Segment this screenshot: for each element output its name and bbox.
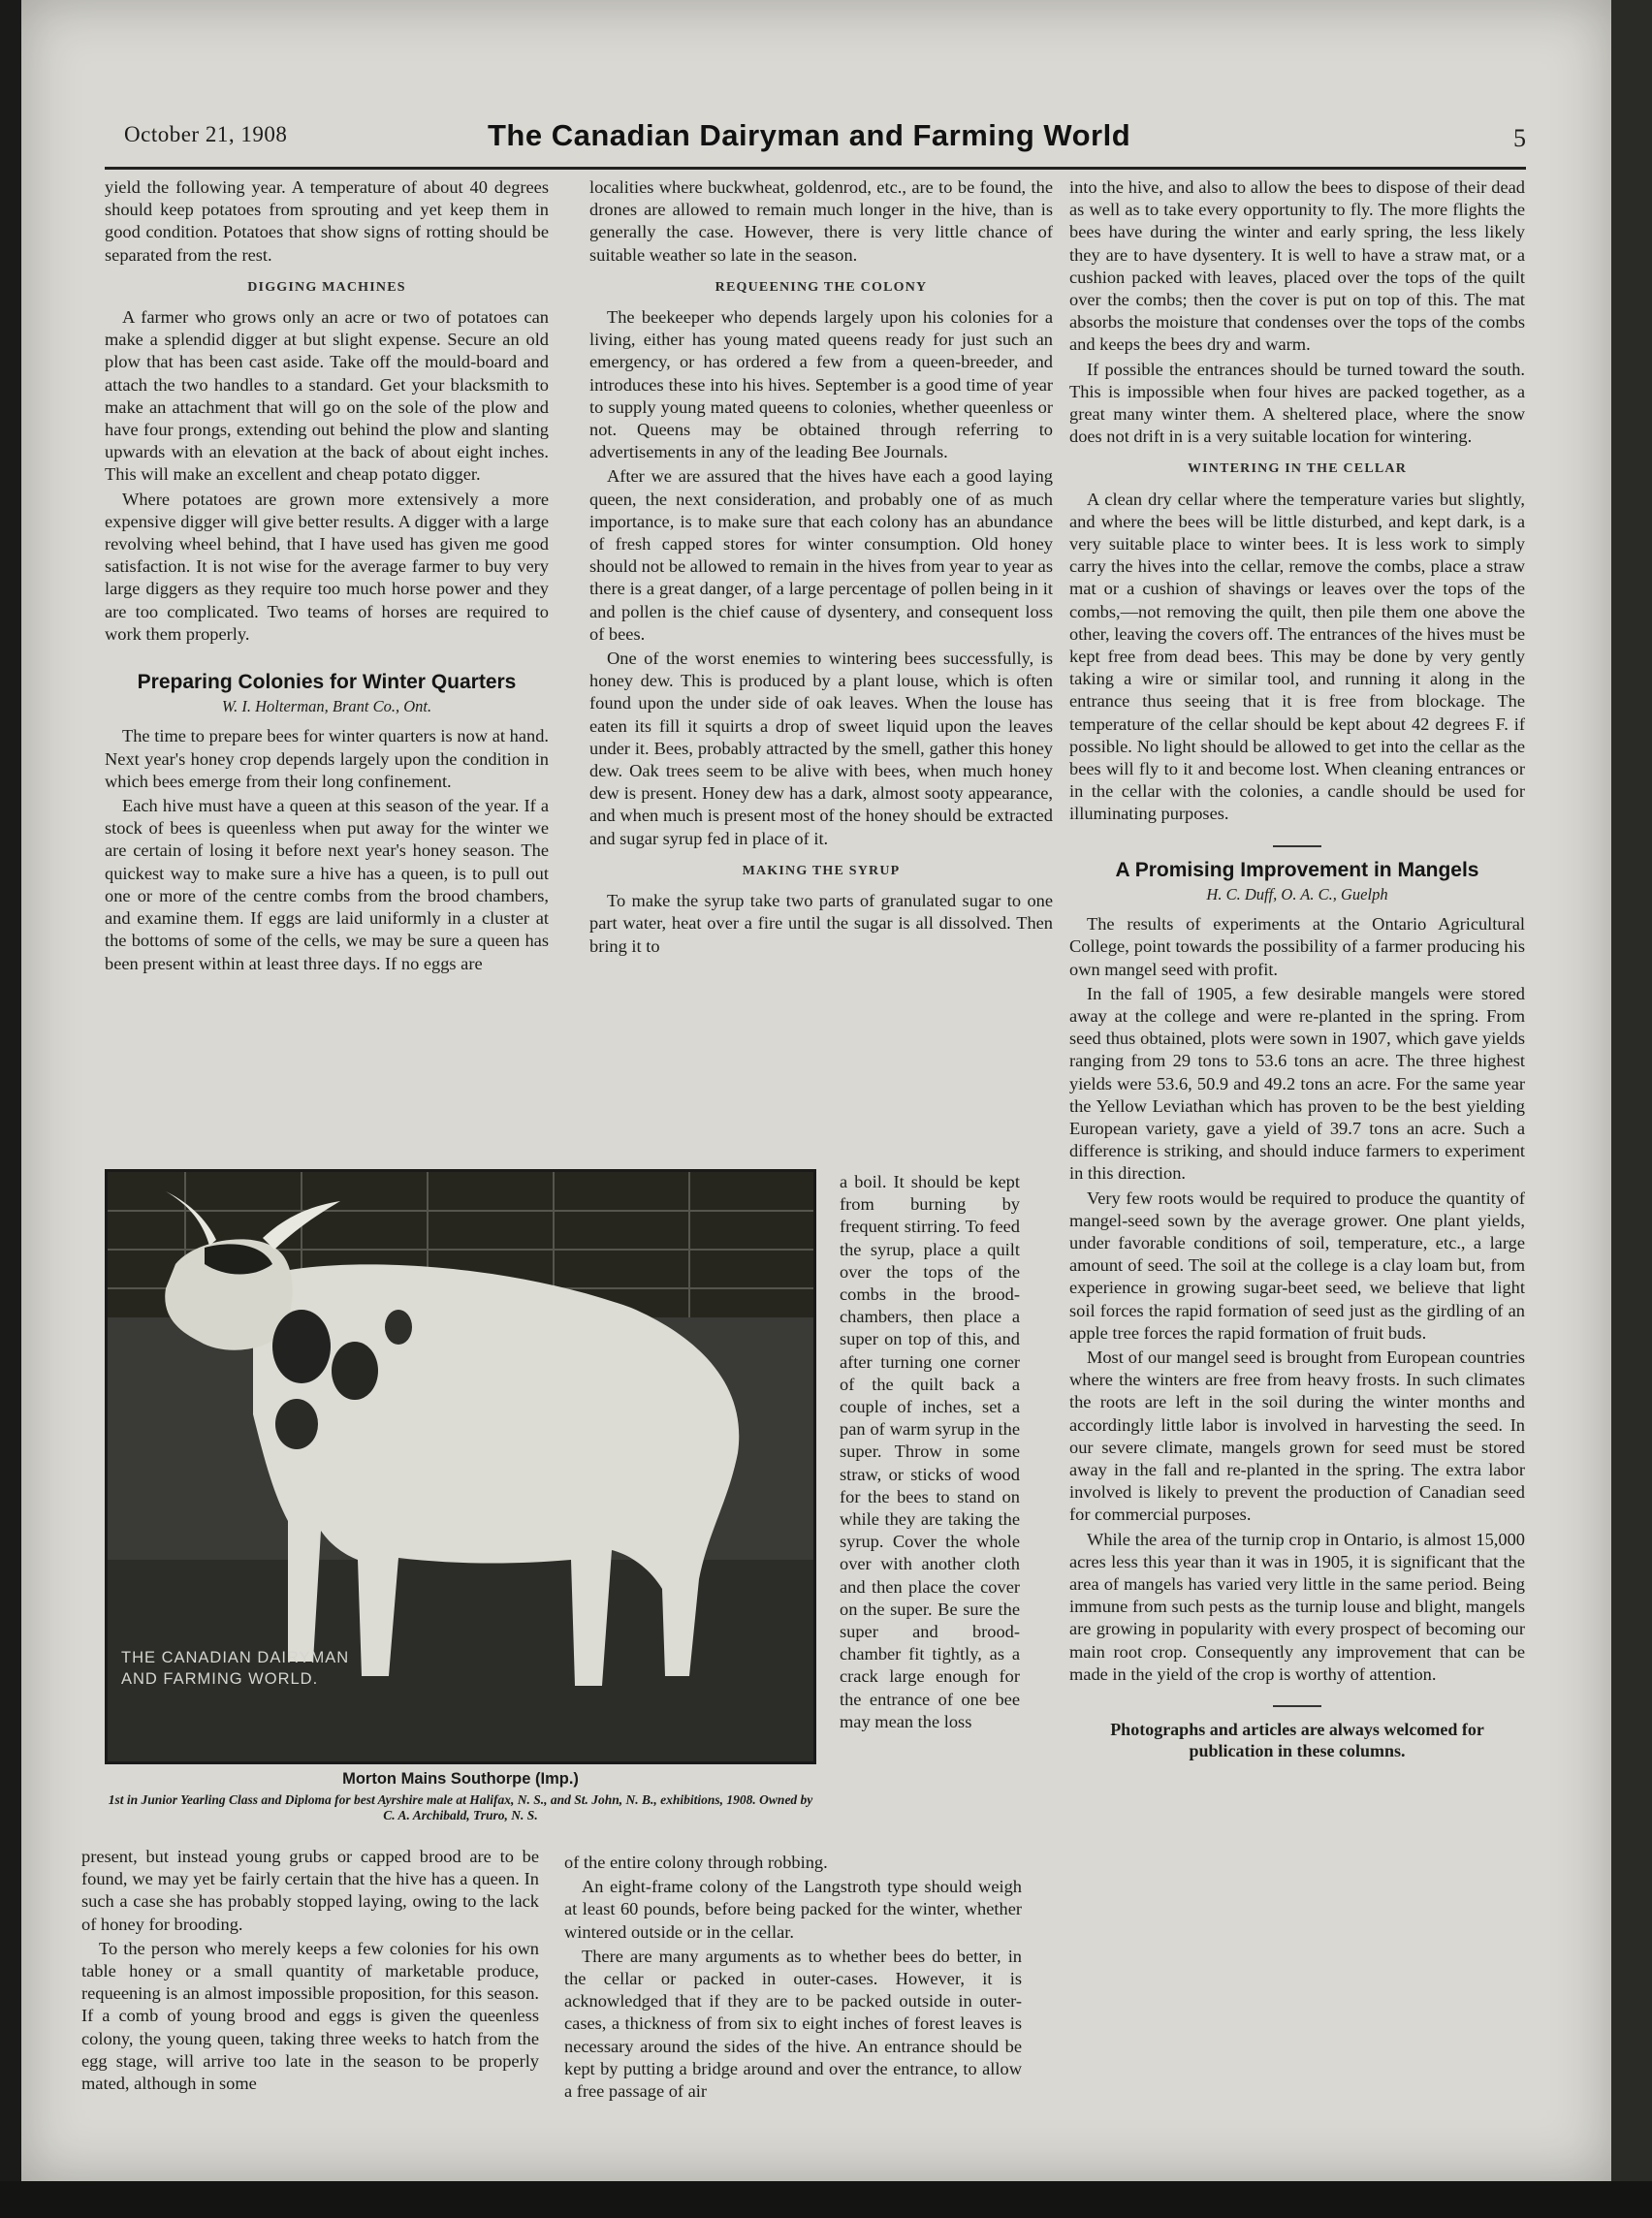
caption-title: Morton Mains Southorpe (Imp.) [342,1770,579,1788]
column-2 [589,176,1053,960]
subheading-requeening: REQUEENING THE COLONY [715,279,928,295]
editorial-note: Photographs and articles are always welcomed for publication in these columns. [1110,1720,1484,1760]
paragraph: Each hive must have a queen at this season of the year. If a stock of bees is queenless when put away for the winter we are certain of losing it before next year's honey season. The quickest way to make sure a hive has a queen, is to pull out one or more of the centre combs from the brood chambers, and examine them. If eggs are laid uniformly in a cluster at the bottoms of some of the cells, we may be sure a queen has been present within at least three days. If no eggs are [105,796,549,973]
article-byline: W. I. Holterman, Brant Co., Ont. [221,697,432,716]
paragraph: To make the syrup take two parts of granulated sugar to one part water, heat over a fire until the sugar is all dissolved. Then bring it to [589,891,1053,956]
column-2-bottom [564,1852,1022,2105]
paragraph: In the fall of 1905, a few desirable mangels were stored away at the college and were re-planted in the spring. From seed thus obtained, plots were sown in 1907, which gave yields ranging from 29 tons to 53.6 tons an acre. The three highest yields were 53.6, 50.9 and 49.2 tons an acre. For the same year the Yellow Leviathan which has proven to be the best yielding European variety, gave a yield of 39.7 tons an acre. Such a difference is striking, and should induce farmers to experiment in this direction. [1069,983,1525,1184]
page-number: 5 [1513,124,1526,152]
book-spine-edge [1611,0,1652,2218]
subheading-making-syrup: MAKING THE SYRUP [742,863,901,878]
paragraph: To the person who merely keeps a few colonies for his own table honey or a small quantity of marketable produce, requeening is an almost impossible proposition, for this season. If a comb of young brood and eggs is given the queenless colony, the young queen, taking three weeks to hatch from the egg stage, will arrive too late in the season to be properly mated, although in some [81,1938,539,2094]
paragraph: a boil. It should be kept from burning by frequent stirring. To feed the syrup, place a quilt over the tops of the combs in the brood-chambers, then place a super on top of this, and after turning one corner of the quilt back a couple of inches, set a pan of warm syrup in the super. Throw in some straw, or sticks of wood for the bees to stand on while they are taking the syrup. Cover the whole over with another cloth and then place the cover on the super. Be sure the super and brood-chamber fit tightly, as a crack large enough for the entrance of one bee may mean the loss [840,1172,1020,1731]
paragraph: of the entire colony through robbing. [564,1853,828,1872]
paragraph: If possible the entrances should be turned toward the south. This is impossible when four hives are packed together, as a great many winter them. A sheltered place, where the snow does not drift in is a very suitable location for wintering. [1069,359,1525,447]
section-divider [1273,1705,1321,1707]
photo-watermark [121,1647,349,1690]
paragraph: Where potatoes are grown more extensively a more expensive digger will give better results. A digger with a large revolving wheel behind, that I have used has given me good satisfaction. It is not wise for the average farmer to buy very large diggers as they require too much horse power and they are too complicated. Two teams of horses are required to work them properly. [105,489,549,644]
column-1 [105,176,549,977]
paragraph: Very few roots would be required to produce the quantity of mangel-seed sown by the average grower. One plant yields, under favorable conditions of soil, temperature, etc., a large amount of seed. The soil at the college is a clay loam but, from experience in growing sugar-beet seed, we believe that light soil forces the rapid formation of seed just as the girdling of an apple tree forces the rapid formation of fruit buds. [1069,1188,1525,1343]
paragraph: An eight-frame colony of the Langstroth type should weigh at least 60 pounds, before being packed for the winter, whether wintered outside or in the cellar. [564,1877,1022,1942]
bull-photograph [105,1169,816,1764]
column-3 [1069,176,1525,1761]
paragraph: yield the following year. A temperature of about 40 degrees should keep potatoes from sprouting and yet keep them in good condition. Potatoes that show signs of rotting should be separated from the rest. [105,177,549,265]
paragraph: A farmer who grows only an acre or two of potatoes can make a splendid digger at but slight expense. Secure an old plow that has been cast aside. Take off the mould-board and attach the two handles to a standard. Get your blacksmith to make an attachment that will go on the sole of the plow and have four prongs, extending out behind the plow and slanting upwards with an elevation at the back of about eight inches. This will make an excellent and cheap potato digger. [105,307,549,485]
section-divider [1273,845,1321,847]
subheading-digging-machines: DIGGING MACHINES [247,279,406,295]
column-2-narrow [840,1171,1020,1735]
newspaper-page [21,0,1611,2181]
watermark-line: AND FARMING WORLD. [121,1670,319,1688]
paragraph: The time to prepare bees for winter quarters is now at hand. Next year's honey crop depends largely upon the condition in which bees emerge from their long confinement. [105,726,549,791]
paragraph: A clean dry cellar where the temperature varies but slightly, and where the bees will be little disturbed, and kept dark, is a very suitable place to winter bees. It is less work to simply carry the hives into the cellar, remove the combs, place a straw mat or a cushion of shavings or leaves over the tops of the combs,—not removing the quilt, then pile them one above the other, leaving the covers off. The entrances of the hives must be kept free from dead bees. This may be done by very gently taking a wire or similar tool, and running it along in the entrance thus seeing that it is free from blockage. The temperature of the cellar should be kept about 42 degrees F. if possible. No light should be allowed to get into the cellar as the bees will fly to it and become lost. When cleaning entrances or in the cellar with the colonies, a candle should be used for illuminating purposes. [1069,489,1525,824]
photo-caption [105,1770,816,1823]
page-bottom-edge [0,2181,1652,2218]
photo-figure [105,1169,816,1764]
paragraph: localities where buckwheat, goldenrod, etc., are to be found, the drones are allowed to remain much longer in the hive, than is generally the case. However, there is very little chance of suitable weather so late in the season. [589,177,1053,265]
paragraph: The results of experiments at the Ontario Agricultural College, point towards the possibility of a farmer producing his own mangel seed with profit. [1069,914,1525,979]
paragraph: While the area of the turnip crop in Ontario, is almost 15,000 acres less this year than it was in 1905, it is significant that the area of mangels has varied very little in the same period. Being immune from such pests as the turnip louse and blight, mangels are growing in popularity with every prospect of becoming our main root crop. Consequently any improvement that can be made in the yield of the crop is worthy of attention. [1069,1529,1525,1684]
issue-date: October 21, 1908 [124,122,288,146]
article-byline: H. C. Duff, O. A. C., Guelph [1206,884,1388,903]
paragraph: Most of our mangel seed is brought from European countries where the winters are free from heavy frosts. In such climates the roots are left in the soil during the winter months and accordingly little labor is involved in harvesting the seed. In our severe climate, mangels grown for seed must be stored away in the fall and re-planted in the spring. The extra labor involved is likely to prevent the production of Canadian seed for commercial purposes. [1069,1347,1525,1525]
subheading-wintering-cellar: WINTERING IN THE CELLAR [1187,461,1408,477]
paragraph: One of the worst enemies to wintering bees successfully, is honey dew. This is produced by a plant louse, which is often found upon the under side of oak leaves. When the louse has eaten its fill it squirts a drop of sweet liquid upon the leaves under it. Bees, probably attracted by the smell, gather this honey dew. Oak trees seem to be alive with bees, when much honey dew is present. Honey dew has a dark, almost sooty appearance, and when much is present most of the honey should be extracted and sugar syrup fed in place of it. [589,649,1053,848]
publication-title: The Canadian Dairyman and Farming World [488,118,1131,152]
page-header [105,118,1526,170]
paragraph: present, but instead young grubs or capped brood are to be found, we may yet be fairly certain that the hive has a queen. In such a case she has probably stopped laying, owing to the lack of honey for brooding. [81,1847,539,1934]
caption-text: 1st in Junior Yearling Class and Diploma for best Ayrshire male at Halifax, N. S., and St. John, N. B., exhibitions, 1908. Owned by C. A. Archibald, Truro, N. S. [108,1792,813,1822]
paragraph: into the hive, and also to allow the bees to dispose of their dead as well as to take every opportunity to fly. The more flights the bees have during the winter and early spring, the less likely they are to have dysentery. It is well to have a straw mat, or a cushion packed with leaves, placed over the tops of the quilt over the combs; then the cover is put on top of this. The mat absorbs the moisture that condenses over the tops of the combs and keeps the bees dry and warm. [1069,177,1525,355]
paragraph: The beekeeper who depends largely upon his colonies for a living, either has young mated queens ready for just such an emergency, or has ordered a few from a queen-breeder, and introduces these into his hives. September is a good time of year to supply young mated queens to colonies, whether queenless or not. Queens may be obtained through referring to advertisements in any of the leading Bee Journals. [589,307,1053,462]
paragraph: There are many arguments as to whether bees do better, in the cellar or packed in outer-cases. However, it is acknowledged that if they are to be packed outside in outer-cases, a thickness of from six to eight inches of forest leaves is necessary around the sides of the hive. An entrance should be kept by putting a bridge around and over the entrance, to allow a free passage of air [564,1946,1022,2102]
watermark-line: THE CANADIAN DAIRYMAN [121,1649,350,1666]
article-title-mangels: A Promising Improvement in Mangels [1115,858,1479,881]
article-title-winter-quarters: Preparing Colonies for Winter Quarters [137,671,517,694]
column-1-bottom [81,1846,539,2097]
paragraph: After we are assured that the hives have each a good laying queen, the next consideration, and probably one of as much importance, is to make sure that each colony has an abundance of fresh capped stores for winter consumption. Old honey should not be allowed to remain in the hives from year to year as there is a great danger, of a large percentage of pollen being in it and pollen is the chief cause of dysentery, and consequent loss of bees. [589,466,1053,644]
